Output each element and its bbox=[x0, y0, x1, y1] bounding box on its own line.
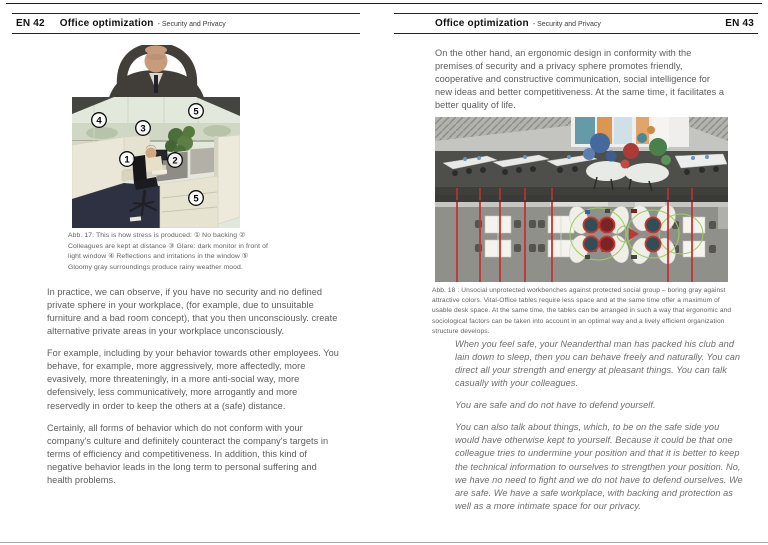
paragraph: Certainly, all forms of behavior which do not conform with your company's culture and definitely counteract the company's targets in terms of efficiency and competitiveness. In addition, this kind of negative behavior leads in the long term to personal suffering and health problems. bbox=[47, 422, 329, 485]
bottom-edge-rule bbox=[0, 542, 768, 543]
header-title-left: Office optimization bbox=[59, 18, 154, 29]
figure-caption-right: Abb. 18 : Unsocial unprotected workbenches against protected social group – boring gray against attractive colors. Vital-Office tables require less space and at the same time offer a maximum of usable desk space. At the same time, the tables can be arranged in such a way that ergonomic and sociological factors can be taken into account in an optimal way and a lively efficient organization structure develops. bbox=[432, 287, 732, 335]
header-right bbox=[394, 13, 758, 34]
plan-view bbox=[435, 202, 728, 282]
quote-paragraph: You are safe and do not have to defend yourself. bbox=[455, 400, 656, 411]
top-edge-rule bbox=[6, 3, 762, 4]
stress-office-illustration bbox=[72, 45, 240, 228]
quote-paragraph: When you feel safe, your Neanderthal man has packed his club and lain down to sleep, then you can behave freely and naturally. You can direct all your strength and energy at pleasant things. You can talk casually with your colleagues. bbox=[455, 339, 741, 389]
office-layout-illustration bbox=[435, 117, 728, 282]
marker-4 bbox=[92, 113, 107, 128]
svg-text:2: 2 bbox=[172, 155, 178, 167]
header-subtitle-right: - Security and Privacy bbox=[532, 20, 601, 28]
header-left bbox=[12, 13, 360, 34]
quote-paragraph: You can also talk about things, which, to be on the safe side you would have otherwise kept to yourself. Because it could be that one colleague tries to undermine your position and that it is better to keep the technical information to ourselves to strengthen your position. No, we have no need to fight and we do not have to defend ourselves. We are safe. We have a safe workplace, with backing and protection as well as a more intimate space for our privacy. bbox=[455, 422, 743, 511]
intro-paragraph-right: On the other hand, an ergonomic design in conformity with the premises of security and a privacy sphere promotes friendly, cooperative and constructive communication, social intelligence for new ideas and better competitiveness. At the same time, it facilitates a better quality of life. bbox=[435, 48, 725, 111]
figure-stress-office-photo bbox=[72, 45, 240, 228]
page-number-left: EN 42 bbox=[16, 18, 45, 29]
marker-5-top bbox=[189, 104, 204, 119]
page-number-right: EN 43 bbox=[725, 18, 754, 29]
svg-text:5: 5 bbox=[193, 106, 199, 118]
figure-office-layout-render bbox=[435, 117, 728, 282]
divider-band bbox=[435, 195, 728, 202]
marker-1 bbox=[120, 152, 135, 167]
marker-2 bbox=[168, 153, 183, 168]
paragraph: In practice, we can observe, if you have no security and no defined private sphere in your workplace, (for example, due to unsuitable furniture and a bad room concept), that you then unconsciously. create alternative private areas in your workplace unconsciously. bbox=[47, 287, 338, 337]
marker-5-bottom bbox=[189, 191, 204, 206]
svg-text:5: 5 bbox=[193, 193, 199, 205]
figure-caption-left: Abb. 17. This is how stress is produced: ① No backing ② Colleagues are kept at distance ③ Glare: dark monitor in front of light window ④ Reflections and irritations in the window ⑤ Gloomy gray surroundings produce rainy weather mood. bbox=[68, 232, 268, 271]
svg-text:1: 1 bbox=[124, 154, 130, 166]
perspective-view bbox=[435, 117, 728, 200]
svg-text:4: 4 bbox=[96, 115, 102, 127]
paragraph: For example, including by your behavior towards other employees. You behave, for example, more aggressively, more affectedly, more evasively, more threateningly, in a more anti-social way, more defensively, less communicatively, more arrogantly and more reservedly in order to keep the others at a (safe) distance. bbox=[47, 348, 339, 411]
body-text-left bbox=[47, 286, 339, 496]
header-title-right: Office optimization bbox=[435, 18, 529, 29]
svg-text:3: 3 bbox=[140, 123, 146, 135]
quote-block-right bbox=[455, 338, 743, 522]
header-subtitle-left: - Security and Privacy bbox=[157, 20, 226, 28]
marker-3 bbox=[136, 121, 151, 136]
